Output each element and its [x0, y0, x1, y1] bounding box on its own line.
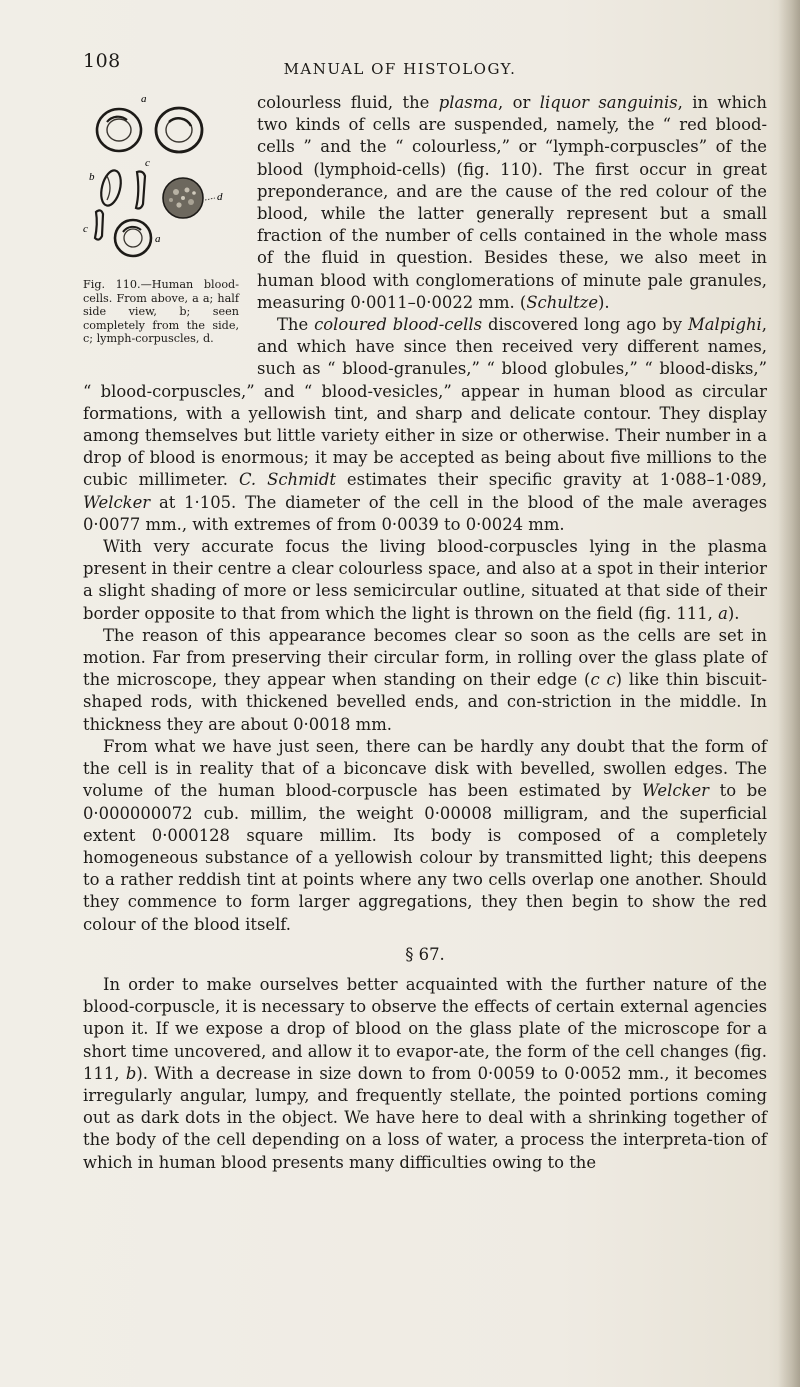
text-run: estimates their specific gravity at 1·088–1·089, — [335, 470, 767, 490]
cell-face-view-bottom — [115, 220, 151, 256]
text-run: The reason of this appearance becomes clear so soon as the cells are set in motion. Far from preserving their circular form, in rolling over the glass plate of the microscope, they appear when standing on their edge ( — [83, 625, 767, 690]
text-run: ). — [598, 292, 610, 312]
italic-name: Schultze — [526, 292, 599, 312]
text-run: colourless fluid, the — [257, 93, 439, 112]
italic-letter: b — [125, 1063, 137, 1083]
figure-caption-text: From above, a a; half side view, b; seen completely from the side, c; lymph-corpuscles, d. — [83, 291, 239, 346]
running-head: MANUAL OF HISTOLOGY. — [283, 60, 517, 78]
text-run: From what we have just seen, there can be hardly any doubt that the form of the cell is in reality that of a biconcave disk with bevelled, swollen edges. The volume of the human blood-corpuscle has been estimated by — [83, 736, 767, 801]
lymph-corpuscle-upper — [163, 178, 203, 218]
text-run: at 1·105. The diameter of the cell in the blood of the male averages 0·0077 mm., with extremes of from 0·0039 to 0·0024 mm. — [83, 492, 767, 534]
italic-letter: a — [718, 603, 728, 623]
italic-name: C. Schmidt — [238, 470, 336, 490]
body-text — [83, 92, 767, 1174]
text-run: , and which have since then received very different names, such as “ blood-granules,” “ blood globules,” “ blood-disks,” “ blood-corpuscles,” and “ blood-vesicles,” appear in human blood as circular formations, with a yellowish tint, and sharp and delicate contour. They display among themselves but little variety either in size or otherwise. Their number in a drop of blood is enormous; it may be accepted as being about five millions to the cubic millimeter. — [83, 315, 767, 490]
italic-term: liquor sanguinis — [539, 93, 678, 112]
blood-cells-illustration — [83, 92, 245, 278]
fig-label: a — [155, 233, 161, 245]
paragraph — [83, 974, 767, 1174]
paragraph — [83, 625, 767, 736]
paragraph — [83, 736, 767, 936]
paragraph — [83, 536, 767, 625]
italic-term: plasma — [438, 93, 499, 112]
italic-name: Welcker — [641, 781, 709, 801]
text-run: In order to make ourselves better acquainted with the further nature of the blood-corpuscle, it is necessary to observe the effects of certain external agencies upon it. If we expose a drop of blood on the glass plate of the microscope for a short time uncovered, and allow it to evapor-ate, the form of the cell changes (fig. 111, — [83, 974, 767, 1083]
cell-face-view-left — [97, 109, 141, 151]
text-run: With very accurate focus the living blood-corpuscles lying in the plasma present in their centre a clear colourless space, and also at a spot in their interior a slight shading of more or less semicircular outline, situated at that side of their border opposite to that from which the light is thrown on the field (fig. 111, — [83, 537, 767, 623]
fig-label: c — [145, 157, 150, 169]
fig-label: d — [217, 191, 223, 203]
italic-name: Welcker — [83, 492, 151, 512]
page-number: 108 — [83, 50, 121, 72]
italic-name: Malpighi — [687, 315, 762, 335]
figure-110 — [83, 92, 245, 370]
figure-caption-title: Fig. 110.—Human blood-cells. — [83, 278, 239, 305]
page-edge-shadow — [778, 0, 800, 1387]
text-run: discovered long ago by — [482, 315, 688, 335]
text-run: ). With a decrease in size down to from 0·0059 to 0·0052 mm., it becomes irregularly angular, lumpy, and frequently stellate, the pointed portions coming out as dark dots in the object. We have here to deal with a shrinking together of the body of the cell depending on a loss of water, a process the interpreta-tion of which in human blood presents many difficulties owing to the — [83, 1063, 767, 1172]
fig-label: a — [141, 93, 147, 105]
text-run: ) like thin biscuit-shaped rods, with thickened bevelled ends, and con-striction in the middle. In thickness they are about 0·0018 mm. — [83, 670, 767, 734]
text-run: , or — [498, 93, 540, 112]
text-run: , in which two kinds of cells are suspended, namely, the “ red blood-cells ” and the “ colourless,” or “lymph-corpuscles” of the blood (lymphoid-cells) (fig. 110). The first occur in great preponderance, and are the cause of the red colour of the blood, while the latter generally represent but a small fraction of the number of cells contained in the whole mass of the fluid in question. Besides these, we also meet in human blood with conglomerations of minute pale granules, measuring 0·0011–0·0022 mm. ( — [257, 93, 767, 312]
italic-letter: c c — [590, 670, 616, 690]
text-run: The — [277, 315, 315, 335]
text-run: to be 0·000000072 cub. millim, the weight 0·00008 milligram, and the superficial extent 0·000128 square millim. Its body is composed of a completely homogeneous substance of a yellowish colour by transmitted light; this deepens to a rather reddish tint at points where any two cells overlap one another. Should they commence to form larger aggregations, they then begin to show the red colour of the blood itself. — [83, 781, 767, 934]
cell-side-view-upper — [136, 172, 145, 209]
fig-label: b — [89, 171, 95, 183]
text-run: ). — [727, 603, 740, 623]
cell-face-view-right — [156, 108, 202, 152]
section-heading: § 67. — [405, 944, 445, 964]
italic-term: coloured blood-cells — [314, 315, 483, 335]
cell-half-side-view — [98, 168, 124, 207]
figure-caption — [83, 278, 239, 346]
cell-side-view-lower — [95, 210, 103, 239]
fig-label: c — [83, 223, 88, 235]
